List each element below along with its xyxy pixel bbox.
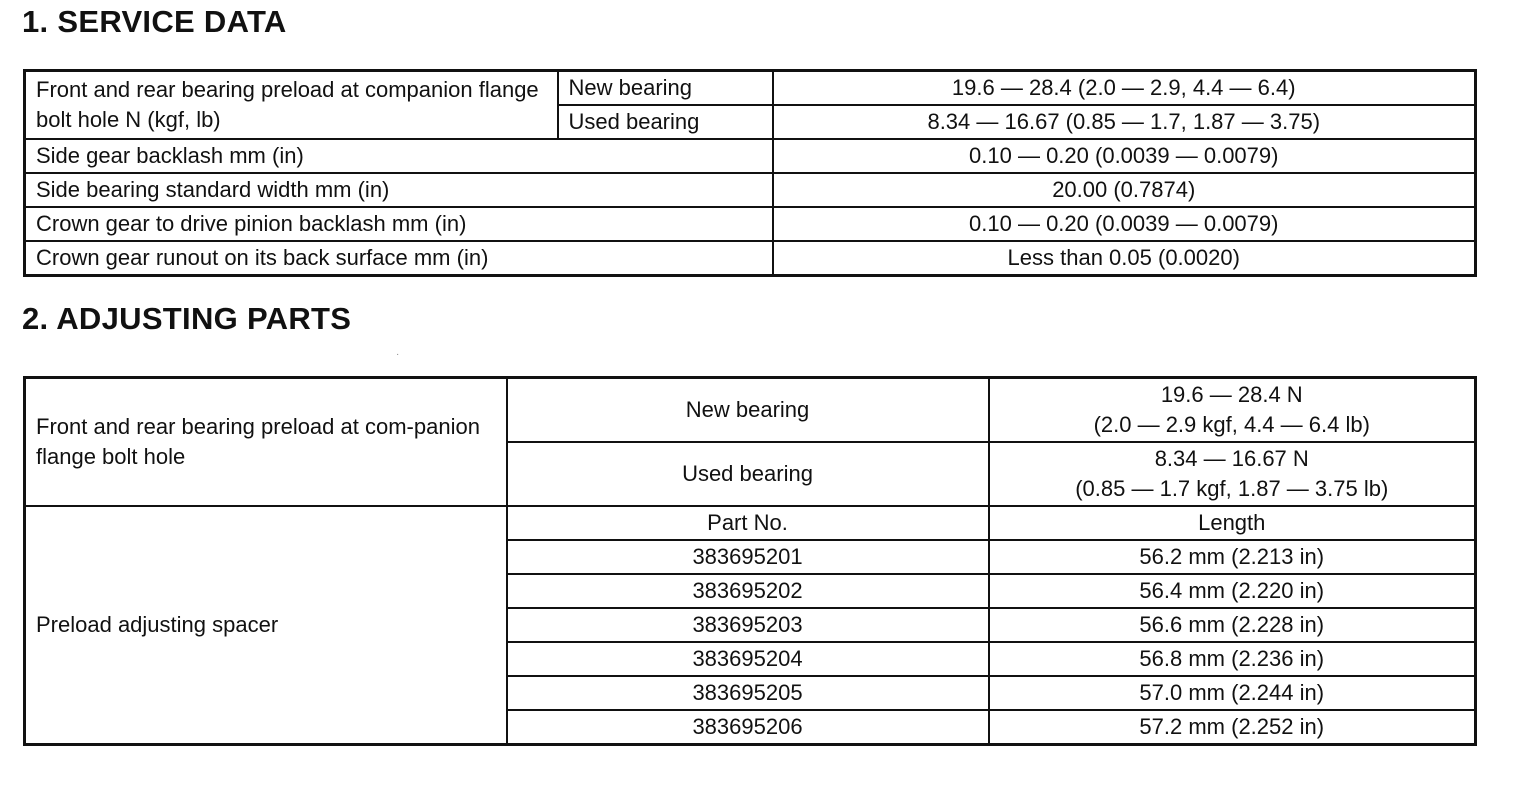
part-no-cell: 383695204: [507, 642, 989, 676]
used-bearing-label: Used bearing: [507, 442, 989, 506]
used-bearing-value-n: 8.34 — 16.67 N: [1154, 446, 1309, 471]
length-header: Length: [989, 506, 1476, 540]
used-bearing-value: [989, 442, 1476, 506]
service-data-heading: 1. SERVICE DATA: [22, 4, 287, 39]
part-no-header: Part No.: [507, 506, 989, 540]
length-cell: 57.2 mm (2.252 in): [989, 710, 1476, 745]
preload-label: Front and rear bearing preload at companion flange bolt hole N (kgf, lb): [25, 71, 558, 140]
length-cell: 56.6 mm (2.228 in): [989, 608, 1476, 642]
adjusting-parts-table: [23, 376, 1477, 746]
used-bearing-value: 8.34 — 16.67 (0.85 — 1.7, 1.87 — 3.75): [773, 105, 1476, 139]
crown-gear-backlash-label: Crown gear to drive pinion backlash mm (in): [25, 207, 773, 241]
scan-speck: ·: [396, 349, 400, 360]
table-row: [25, 378, 1476, 443]
length-cell: 56.4 mm (2.220 in): [989, 574, 1476, 608]
table-row: [25, 139, 1476, 173]
length-cell: 56.8 mm (2.236 in): [989, 642, 1476, 676]
new-bearing-label: New bearing: [558, 71, 773, 106]
part-no-cell: 383695205: [507, 676, 989, 710]
used-bearing-value-kgf-lb: (0.85 — 1.7 kgf, 1.87 — 3.75 lb): [1075, 476, 1389, 501]
new-bearing-value-n: 19.6 — 28.4 N: [1160, 382, 1303, 407]
part-no-cell: 383695202: [507, 574, 989, 608]
preload-label: Front and rear bearing preload at com-panion flange bolt hole: [25, 378, 507, 507]
spacer-label: Preload adjusting spacer: [25, 506, 507, 745]
used-bearing-label: Used bearing: [558, 105, 773, 139]
part-no-cell: 383695201: [507, 540, 989, 574]
table-row: [25, 71, 1476, 106]
side-bearing-width-label: Side bearing standard width mm (in): [25, 173, 773, 207]
new-bearing-label: New bearing: [507, 378, 989, 443]
table-row: [25, 506, 1476, 540]
service-data-table: [23, 69, 1477, 277]
new-bearing-value: [989, 378, 1476, 443]
length-cell: 57.0 mm (2.244 in): [989, 676, 1476, 710]
crown-gear-runout-value: Less than 0.05 (0.0020): [773, 241, 1476, 276]
new-bearing-value-kgf-lb: (2.0 — 2.9 kgf, 4.4 — 6.4 lb): [1093, 412, 1370, 437]
new-bearing-value: 19.6 — 28.4 (2.0 — 2.9, 4.4 — 6.4): [773, 71, 1476, 106]
table-row: [25, 241, 1476, 276]
crown-gear-runout-label: Crown gear runout on its back surface mm (in): [25, 241, 773, 276]
part-no-cell: 383695203: [507, 608, 989, 642]
adjusting-parts-heading: 2. ADJUSTING PARTS: [22, 301, 352, 336]
table-row: [25, 173, 1476, 207]
side-gear-backlash-value: 0.10 — 0.20 (0.0039 — 0.0079): [773, 139, 1476, 173]
length-cell: 56.2 mm (2.213 in): [989, 540, 1476, 574]
table-row: [25, 207, 1476, 241]
side-gear-backlash-label: Side gear backlash mm (in): [25, 139, 773, 173]
part-no-cell: 383695206: [507, 710, 989, 745]
crown-gear-backlash-value: 0.10 — 0.20 (0.0039 — 0.0079): [773, 207, 1476, 241]
side-bearing-width-value: 20.00 (0.7874): [773, 173, 1476, 207]
